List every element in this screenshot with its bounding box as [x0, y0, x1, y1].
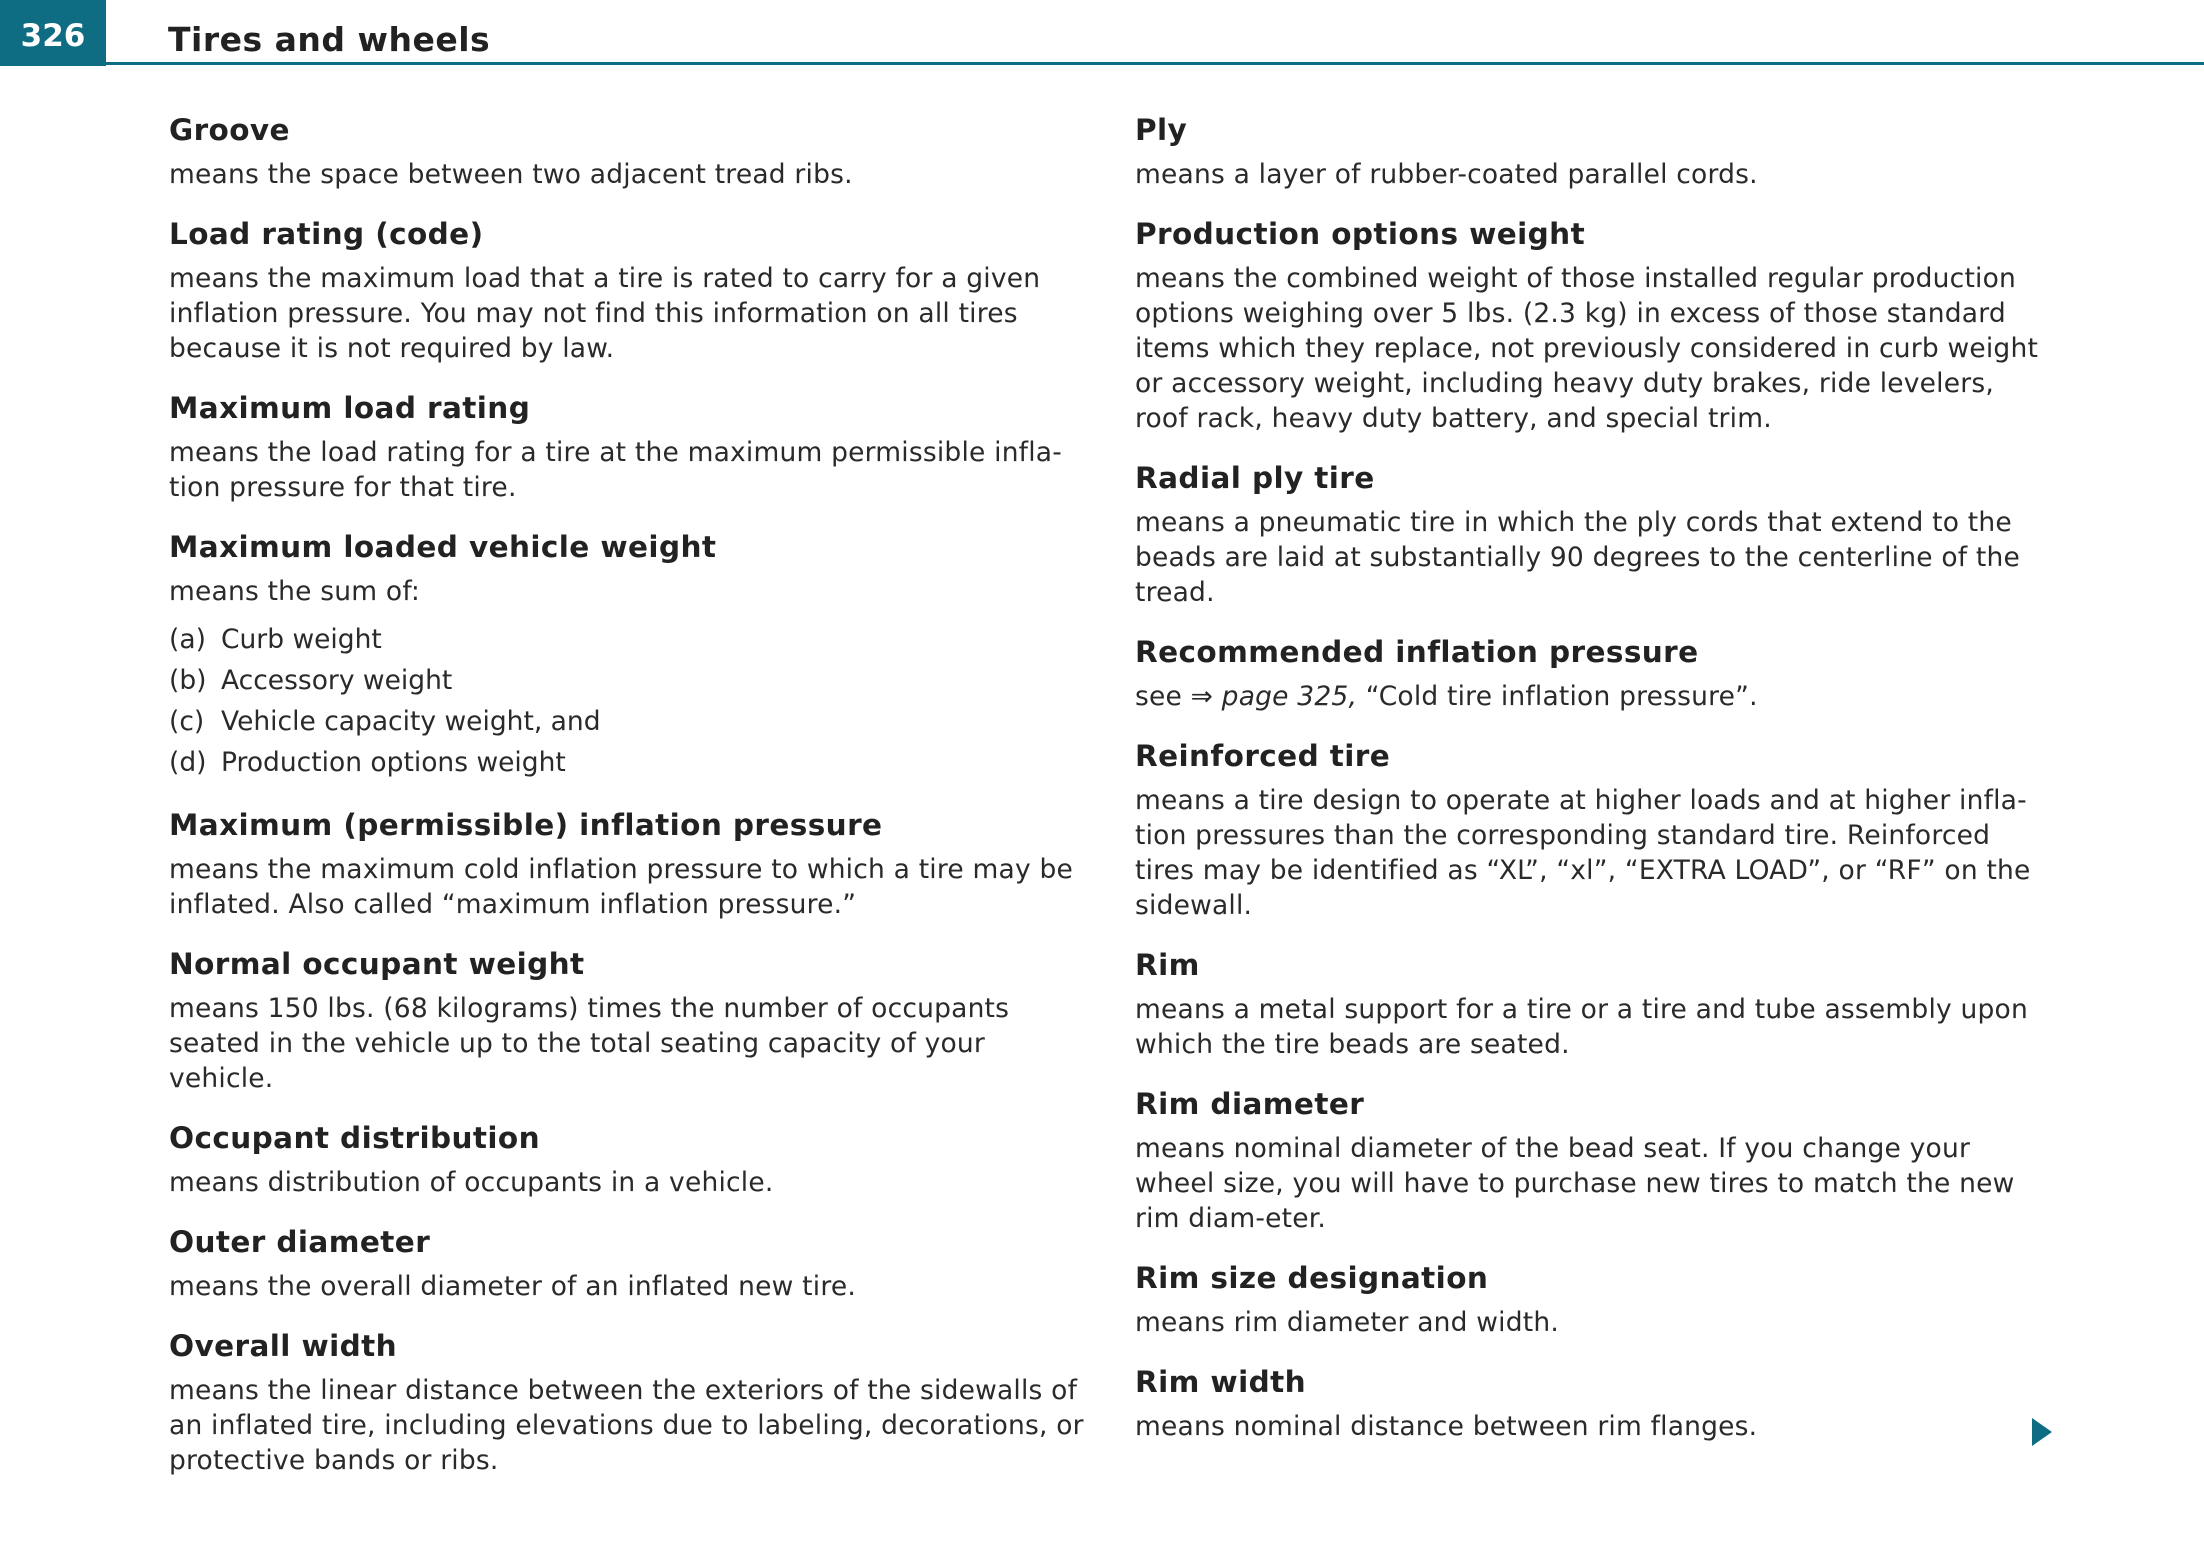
list-text: Vehicle capacity weight, and [221, 706, 601, 737]
term-definition: means the maximum load that a tire is rated to carry for a given inflation pressure. You may not find this information on all tires because it is not required by law. [169, 263, 1041, 364]
term-heading: Outer diameter [169, 1225, 431, 1259]
glossary-entry-recommended-inflation-pressure [1135, 634, 2045, 714]
list-item [169, 742, 1089, 783]
list-label: (a) [169, 624, 206, 655]
term-heading: Rim size designation [1135, 1261, 1489, 1295]
term-definition [1135, 679, 2045, 714]
glossary-entry-load-rating [169, 216, 1089, 366]
glossary-entry-rim [1135, 947, 2045, 1062]
term-definition: means nominal distance between rim flanges. [1135, 1411, 1758, 1442]
list-text: Production options weight [221, 747, 566, 778]
header-divider [106, 62, 2204, 65]
term-heading: Groove [169, 113, 290, 147]
term-definition: means distribution of occupants in a vehicle. [169, 1167, 774, 1198]
list-label: (b) [169, 665, 207, 696]
list-item [169, 660, 1089, 701]
term-heading: Maximum loaded vehicle weight [169, 530, 717, 564]
term-definition: means the combined weight of those installed regular production options weighing over 5 lbs. (2.3 kg) in excess of those standard items which they replace, not previously considered in curb weight or accessory weight, including heavy duty brakes, ride levelers, roof rack, heavy duty battery, and special trim. [1135, 263, 2039, 434]
term-heading: Occupant distribution [169, 1121, 540, 1155]
glossary-entry-groove [169, 112, 1089, 192]
chapter-title: Tires and wheels [168, 20, 491, 59]
glossary-entry-outer-diameter [169, 1224, 1089, 1304]
glossary-entry-occupant-distribution [169, 1120, 1089, 1200]
term-definition: means the sum of: [169, 576, 421, 607]
page-reference-link[interactable]: page 325, [1221, 681, 1358, 712]
term-heading: Overall width [169, 1329, 398, 1363]
sum-components-list [169, 619, 1089, 783]
term-heading: Load rating (code) [169, 217, 484, 251]
glossary-entry-normal-occupant-weight [169, 946, 1089, 1096]
see-prefix: see ⇒ [1135, 681, 1222, 712]
term-definition: means a tire design to operate at higher loads and at higher infla-tion pressures than the corresponding standard tire. Reinforced tires may be identified as “XL”, “xl”, “EXTRA LOAD”, or “RF” on the sidewall. [1135, 785, 2031, 921]
page-header [0, 0, 2204, 66]
term-heading: Radial ply tire [1135, 461, 1375, 495]
glossary-entry-rim-size-designation [1135, 1260, 2045, 1340]
glossary-entry-reinforced-tire [1135, 738, 2045, 923]
term-heading: Rim diameter [1135, 1087, 1365, 1121]
term-definition: means a metal support for a tire or a tire and tube assembly upon which the tire beads are seated. [1135, 994, 2028, 1060]
term-heading: Reinforced tire [1135, 739, 1391, 773]
term-heading: Ply [1135, 113, 1188, 147]
term-definition: means the load rating for a tire at the maximum permissible infla-tion pressure for that tire. [169, 437, 1062, 503]
term-definition: means the space between two adjacent tread ribs. [169, 159, 853, 190]
glossary-entry-overall-width [169, 1328, 1089, 1478]
glossary-entry-rim-width [1135, 1364, 2045, 1444]
list-label: (c) [169, 706, 205, 737]
page-number: 326 [0, 0, 106, 66]
see-suffix: “Cold tire inflation pressure”. [1357, 681, 1758, 712]
glossary-entry-maximum-loaded-vehicle-weight [169, 529, 1089, 783]
term-definition: means the maximum cold inflation pressure to which a tire may be inflated. Also called “maximum inflation pressure.” [169, 854, 1073, 920]
term-definition: means rim diameter and width. [1135, 1307, 1559, 1338]
term-heading: Normal occupant weight [169, 947, 585, 981]
list-text: Curb weight [221, 624, 382, 655]
term-heading: Rim width [1135, 1365, 1307, 1399]
term-heading: Recommended inflation pressure [1135, 635, 1699, 669]
glossary-entry-radial-ply-tire [1135, 460, 2045, 610]
term-definition: means a pneumatic tire in which the ply cords that extend to the beads are laid at substantially 90 degrees to the centerline of the tread. [1135, 507, 2020, 608]
term-heading: Rim [1135, 948, 1200, 982]
right-column [1135, 112, 2045, 1468]
glossary-entry-production-options-weight [1135, 216, 2045, 436]
list-item [169, 619, 1089, 660]
term-heading: Maximum (permissible) inflation pressure [169, 808, 883, 842]
term-definition: means a layer of rubber-coated parallel cords. [1135, 159, 1758, 190]
glossary-entry-ply [1135, 112, 2045, 192]
term-definition: means 150 lbs. (68 kilograms) times the number of occupants seated in the vehicle up to the total seating capacity of your vehicle. [169, 993, 1010, 1094]
list-text: Accessory weight [221, 665, 453, 696]
term-definition: means the linear distance between the exteriors of the sidewalls of an inflated tire, including elevations due to labeling, decorations, or protective bands or ribs. [169, 1375, 1084, 1476]
term-definition: means nominal diameter of the bead seat. If you change your wheel size, you will have to purchase new tires to match the new rim diam-eter. [1135, 1133, 2015, 1234]
glossary-entry-rim-diameter [1135, 1086, 2045, 1236]
list-label: (d) [169, 747, 207, 778]
term-heading: Production options weight [1135, 217, 1586, 251]
continue-arrow-icon[interactable] [2032, 1418, 2052, 1446]
glossary-entry-maximum-inflation-pressure [169, 807, 1089, 922]
glossary-entry-maximum-load-rating [169, 390, 1089, 505]
left-column [169, 112, 1089, 1502]
term-definition: means the overall diameter of an inflated new tire. [169, 1271, 856, 1302]
term-heading: Maximum load rating [169, 391, 531, 425]
list-item [169, 701, 1089, 742]
